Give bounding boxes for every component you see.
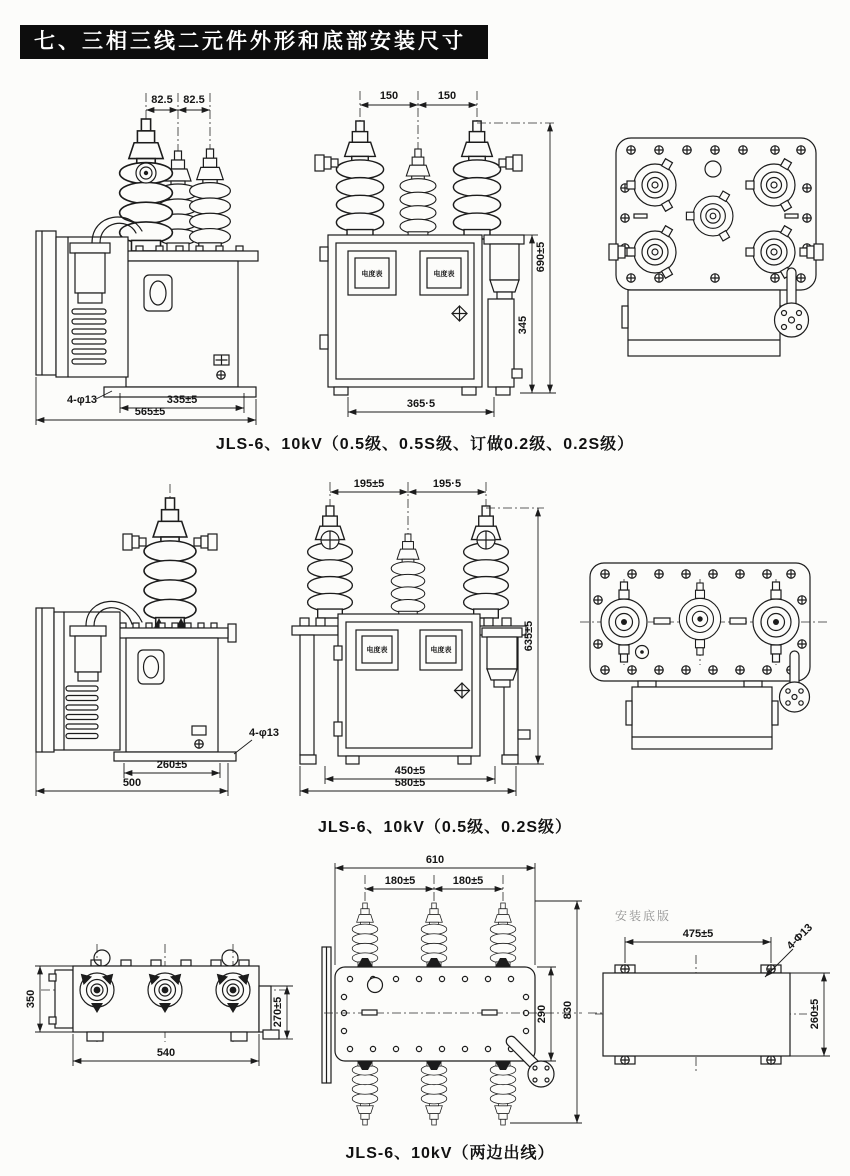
dim-label: 150: [437, 90, 457, 102]
dim-label: 565±5: [134, 406, 166, 418]
insulator: [352, 903, 378, 967]
meter-window-label: 电度表: [433, 271, 455, 278]
figure1-top-view-drawing: [598, 128, 834, 396]
meter-window-label: 电度表: [430, 647, 452, 654]
meter-window-label: 电度表: [366, 647, 388, 654]
dim-label: 475±5: [682, 928, 714, 940]
top-plate: [108, 251, 258, 261]
dim-label: 500: [122, 777, 142, 789]
dim-label: 580±5: [394, 777, 426, 789]
figure2-caption: JLS-6、10kV（0.5级、0.2S级）: [317, 819, 573, 836]
figure3-plan-view-drawing: [25, 930, 311, 1106]
cabinet-body: [126, 261, 238, 387]
terminal: [315, 155, 338, 171]
dim-label: 195·5: [432, 478, 462, 490]
dim-label: 610: [425, 854, 445, 866]
arrester-cap: [484, 235, 524, 244]
insulator: [464, 506, 509, 618]
dim-label: 260±5: [809, 998, 821, 1030]
dim-label: 290: [536, 1004, 548, 1024]
dim-label: 180±5: [384, 875, 416, 887]
mount-bracket: [292, 626, 338, 635]
figure2-top-view-drawing: [578, 545, 844, 779]
figure2-front-view-drawing: [288, 478, 584, 814]
dim-label: 635±5: [523, 620, 535, 652]
figure1-side-view-drawing: [28, 85, 310, 427]
base-plate: [603, 973, 790, 1056]
terminal: [123, 534, 146, 550]
figure3-caption: JLS-6、10kV（两边出线）: [345, 1145, 555, 1162]
arrester-cap: [482, 628, 522, 637]
tank-body: [632, 687, 772, 749]
dim-label: 180±5: [452, 875, 484, 887]
screw-icon: [195, 740, 203, 748]
dim-label: 345: [517, 315, 529, 335]
dim-label: 270±5: [272, 996, 284, 1028]
insulator: [120, 119, 173, 251]
dim-label: 4-Φ13: [784, 921, 816, 953]
figure1-caption: JLS-6、10kV（0.5级、0.5S级、订做0.2级、0.2S级）: [215, 436, 635, 453]
insulator: [336, 121, 383, 239]
screw-icon: [217, 371, 225, 379]
insulator: [391, 534, 425, 618]
insulator: [308, 506, 353, 618]
insulator: [352, 1061, 378, 1125]
insulator: [453, 121, 500, 239]
dim-label: 350: [25, 989, 37, 1009]
insulator: [490, 1061, 516, 1125]
dim-label: 4-φ13: [67, 394, 97, 406]
dim-label: 450±5: [394, 765, 426, 777]
figure1-front-view-drawing: [306, 85, 578, 427]
page-title: 七、三相三线二元件外形和底部安装尺寸: [20, 25, 488, 59]
dim-label: 365·5: [406, 398, 436, 410]
dim-label: 4-φ13: [249, 727, 279, 739]
tank-body: [628, 290, 780, 356]
insulator: [421, 903, 447, 967]
dim-label: 335±5: [166, 394, 198, 406]
figure3-front-view-drawing: [320, 855, 606, 1147]
figure3-base-plate-drawing: [595, 895, 850, 1091]
flange: [528, 1061, 554, 1087]
dim-label: 540: [156, 1047, 176, 1059]
insulator: [421, 1061, 447, 1125]
dim-label: 82.5: [183, 94, 205, 106]
dim-label: 195±5: [353, 478, 385, 490]
dim-label: 690±5: [535, 241, 547, 273]
figure2-side-view-drawing: [20, 480, 306, 812]
dim-label: 260±5: [156, 759, 188, 771]
dim-label: 830: [562, 1000, 574, 1020]
dim-label: 82.5: [151, 94, 173, 106]
terminal: [499, 155, 522, 171]
top-rail: [116, 628, 228, 638]
dim-label: 150: [379, 90, 399, 102]
insulator: [490, 903, 516, 967]
terminal: [194, 534, 217, 550]
meter-window-label: 电度表: [361, 271, 383, 278]
base-plate-label: 安装底版: [615, 909, 672, 923]
insulator: [190, 149, 231, 251]
insulator: [144, 498, 196, 628]
insulator: [400, 149, 436, 239]
